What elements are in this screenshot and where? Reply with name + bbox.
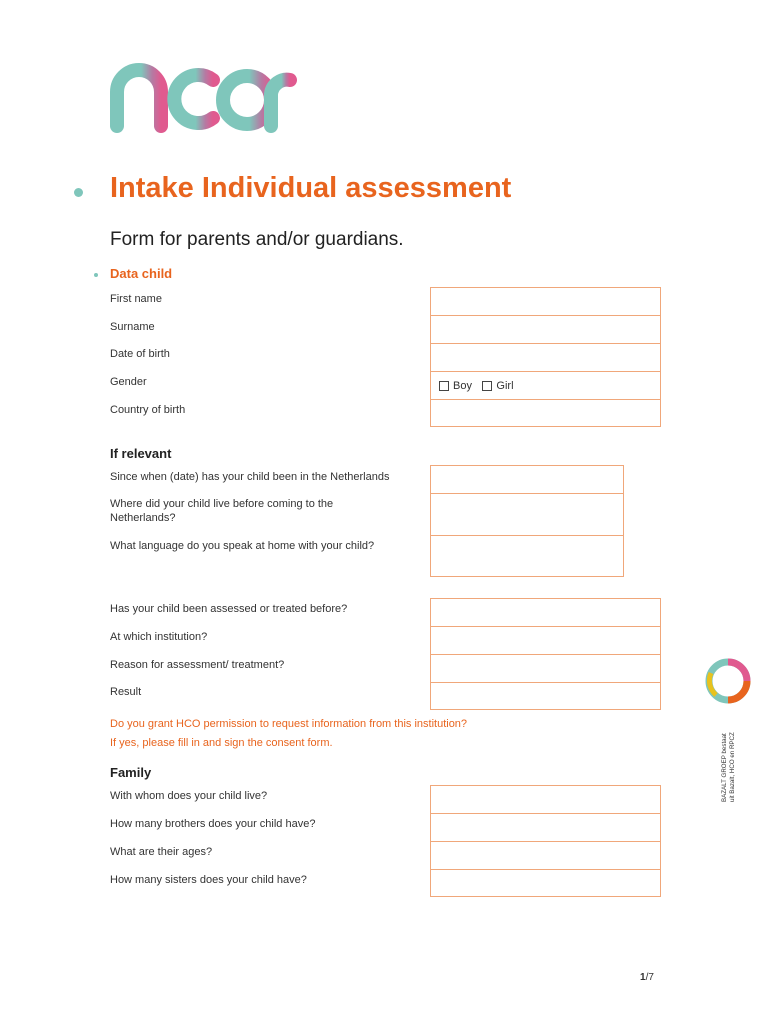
date-of-birth-label: Date of birth [110, 348, 170, 360]
page-title: Intake Individual assessment [110, 172, 512, 204]
date-of-birth-field[interactable] [430, 343, 661, 372]
first-name-label: First name [110, 293, 162, 305]
ages-field[interactable] [430, 841, 661, 870]
sisters-count-label: How many sisters does your child have? [110, 874, 307, 886]
bazalt-ring-logo [702, 655, 754, 707]
girl-checkbox[interactable] [482, 381, 492, 391]
page-subtitle: Form for parents and/or guardians. [110, 229, 404, 250]
surname-field[interactable] [430, 315, 661, 344]
lives-with-label: With whom does your child live? [110, 790, 268, 802]
reason-label: Reason for assessment/ treatment? [110, 659, 285, 671]
surname-label: Surname [110, 321, 155, 333]
bazalt-side-text [700, 712, 740, 802]
institution-field[interactable] [430, 626, 661, 655]
page-total: /7 [645, 972, 654, 983]
brothers-count-field[interactable] [430, 813, 661, 842]
country-of-birth-field[interactable] [430, 399, 661, 427]
sisters-count-field[interactable] [430, 869, 661, 897]
result-field[interactable] [430, 682, 661, 710]
home-language-label: What language do you speak at home with your child? [110, 540, 375, 552]
assessed-before-label: Has your child been assessed or treated before? [110, 603, 348, 615]
section-heading-data-child: Data child [110, 266, 173, 281]
netherlands-since-field[interactable] [430, 465, 624, 494]
title-bullet [74, 188, 83, 197]
reason-field[interactable] [430, 654, 661, 683]
page-current: 1 [640, 972, 646, 983]
first-name-field[interactable] [430, 287, 661, 316]
previous-residence-label-line2: Netherlands? [110, 512, 176, 524]
lives-with-field[interactable] [430, 785, 661, 814]
result-label: Result [110, 686, 142, 698]
gender-field [430, 371, 661, 400]
previous-residence-field[interactable] [430, 493, 624, 536]
country-of-birth-label: Country of birth [110, 404, 186, 416]
hco-logo [105, 22, 300, 140]
institution-label: At which institution? [110, 631, 208, 643]
section-heading-family: Family [110, 765, 152, 780]
bazalt-side-text-line2: uit Bazalt, HCO en RPCZ [729, 732, 736, 802]
assessed-before-field[interactable] [430, 598, 661, 627]
consent-note: If yes, please fill in and sign the consent form. [110, 737, 333, 749]
permission-note: Do you grant HCO permission to request information from this institution? [110, 718, 468, 730]
section-heading-if-relevant: If relevant [110, 446, 172, 461]
gender-label: Gender [110, 376, 147, 388]
boy-option-label: Boy [453, 379, 472, 392]
home-language-field[interactable] [430, 535, 624, 577]
section-bullet [94, 273, 98, 277]
page-number [640, 972, 654, 983]
previous-residence-label [110, 497, 333, 525]
girl-option-label: Girl [496, 379, 514, 392]
netherlands-since-label: Since when (date) has your child been in the Netherlands [110, 471, 390, 483]
bazalt-side-text-line1: BAZALT GROEP bestaat [721, 733, 728, 802]
brothers-count-label: How many brothers does your child have? [110, 818, 316, 830]
boy-checkbox[interactable] [439, 381, 449, 391]
previous-residence-label-line1: Where did your child live before coming to the [110, 498, 334, 510]
ages-label: What are their ages? [110, 846, 213, 858]
